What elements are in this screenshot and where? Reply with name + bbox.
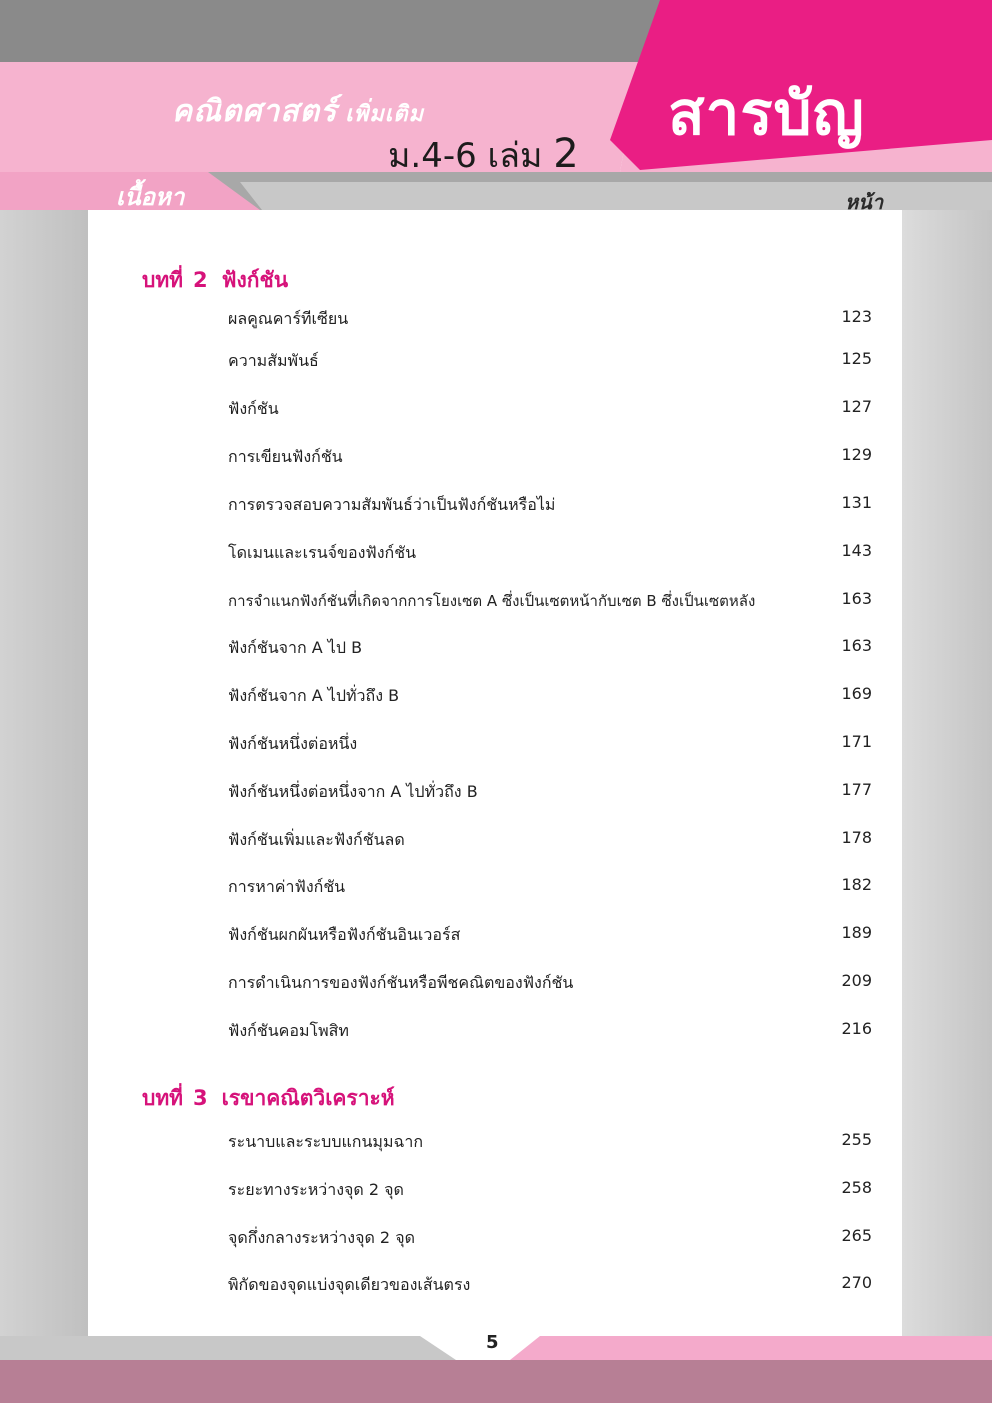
volume-prefix: ม.4-6 เล่ม: [388, 136, 543, 176]
toc-entry-title: การดำเนินการของฟังก์ชันหรือพีชคณิตของฟังก์ชัน: [228, 973, 574, 992]
toc-entry[interactable]: [228, 397, 872, 421]
toc-entry-page: 163: [841, 636, 872, 655]
toc-entry-title: ผลคูณคาร์ทีเซียน: [228, 309, 349, 328]
toc-entry-page: 143: [841, 541, 872, 560]
toc-entry-title: ฟังก์ชันจาก A ไป B: [228, 638, 363, 657]
toc-entry-page: 209: [841, 971, 872, 990]
toc-entry-page: 258: [841, 1178, 872, 1197]
chapter-title: ฟังก์ชัน: [221, 268, 289, 292]
toc-entry-page: 169: [841, 684, 872, 703]
toc-entry[interactable]: [228, 1178, 872, 1202]
book-title-extra: เพิ่มเติม: [345, 102, 425, 127]
toc-entry-title: จุดกึ่งกลางระหว่างจุด 2 จุด: [228, 1228, 415, 1247]
toc-entry-title: ฟังก์ชันผกผันหรือฟังก์ชันอินเวอร์ส: [228, 925, 461, 944]
toc-entry-page: 131: [841, 493, 872, 512]
toc-entry-page: 216: [841, 1019, 872, 1038]
toc-entry[interactable]: [228, 636, 872, 660]
toc-entry-page: 189: [841, 923, 872, 942]
chapter-heading: [142, 1082, 395, 1112]
volume-number: 2: [553, 131, 579, 177]
toc-entry[interactable]: [228, 971, 872, 995]
toc-entry[interactable]: [228, 875, 872, 899]
toc-entry-title: ฟังก์ชันหนึ่งต่อหนึ่ง: [228, 734, 358, 753]
page-column-label: หน้า: [845, 190, 884, 214]
toc-entry[interactable]: [228, 307, 872, 331]
toc-entry[interactable]: [228, 923, 872, 947]
toc-entry-title: การเขียนฟังก์ชัน: [228, 447, 343, 466]
toc-entry-page: 265: [841, 1226, 872, 1245]
toc-entry-page: 177: [841, 780, 872, 799]
toc-entry-title: การหาค่าฟังก์ชัน: [228, 877, 346, 896]
toc-entry-title: ฟังก์ชันหนึ่งต่อหนึ่งจาก A ไปทั่วถึง B: [228, 782, 478, 801]
toc-entry[interactable]: [228, 445, 872, 469]
toc-entry-title: ฟังก์ชัน: [228, 399, 279, 418]
toc-entry-page: 182: [841, 875, 872, 894]
toc-entry[interactable]: [228, 541, 872, 565]
toc-entry-page: 171: [841, 732, 872, 751]
toc-entry-title: พิกัดของจุดแบ่งจุดเดียวของเส้นตรง: [228, 1275, 471, 1294]
toc-entry-page: 129: [841, 445, 872, 464]
toc-entry[interactable]: [228, 732, 872, 756]
toc-entry[interactable]: [228, 349, 872, 373]
toc-entry[interactable]: [228, 780, 872, 804]
chapter-title: เรขาคณิตวิเคราะห์: [221, 1086, 395, 1110]
toc-entry-page: 125: [841, 349, 872, 368]
toc-entry[interactable]: [228, 828, 872, 852]
toc-entry-page: 255: [841, 1130, 872, 1149]
toc-entry-title: ฟังก์ชันเพิ่มและฟังก์ชันลด: [228, 830, 405, 849]
chapter-heading: [142, 264, 288, 294]
toc-entry[interactable]: [228, 493, 872, 517]
toc-entry-title: ระยะทางระหว่างจุด 2 จุด: [228, 1180, 404, 1199]
toc-entry[interactable]: [228, 1019, 872, 1043]
chapter-number: 2: [193, 268, 208, 292]
toc-entry-page: 270: [841, 1273, 872, 1292]
toc-entry-title: ฟังก์ชันจาก A ไปทั่วถึง B: [228, 686, 400, 705]
toc-entry[interactable]: [228, 589, 872, 613]
book-title: [172, 88, 424, 135]
chapter-label: บทที่: [142, 268, 184, 292]
toc-entry[interactable]: [228, 1130, 872, 1154]
book-title-main: คณิตศาสตร์: [172, 94, 338, 129]
toc-entry-title: ระนาบและระบบแกนมุมฉาก: [228, 1132, 424, 1151]
toc-entry-title: การจำแนกฟังก์ชันที่เกิดจากการโยงเซต A ซึ่งเป็นเซตหน้ากับเซต B ซึ่งเป็นเซตหลัง: [228, 592, 756, 610]
content-column-label: เนื้อหา: [116, 183, 185, 211]
toc-entry-title: โดเมนและเรนจ์ของฟังก์ชัน: [228, 543, 417, 562]
toc-entry-page: 123: [841, 307, 872, 326]
chapter-number: 3: [193, 1086, 208, 1110]
page-number: 5: [486, 1332, 499, 1353]
toc-entry-page: 163: [841, 589, 872, 608]
chapter-label: บทที่: [142, 1086, 184, 1110]
toc-entry-page: 127: [841, 397, 872, 416]
toc-entry-title: การตรวจสอบความสัมพันธ์ว่าเป็นฟังก์ชันหรือไม่: [228, 495, 556, 514]
toc-entry[interactable]: [228, 1273, 872, 1297]
toc-heading: สารบัญ: [668, 79, 865, 149]
book-volume: [388, 128, 579, 182]
toc-entry-title: ฟังก์ชันคอมโพสิท: [228, 1021, 349, 1040]
toc-entry-page: 178: [841, 828, 872, 847]
toc-entry-title: ความสัมพันธ์: [228, 351, 319, 370]
toc-entry[interactable]: [228, 1226, 872, 1250]
toc-entry[interactable]: [228, 684, 872, 708]
